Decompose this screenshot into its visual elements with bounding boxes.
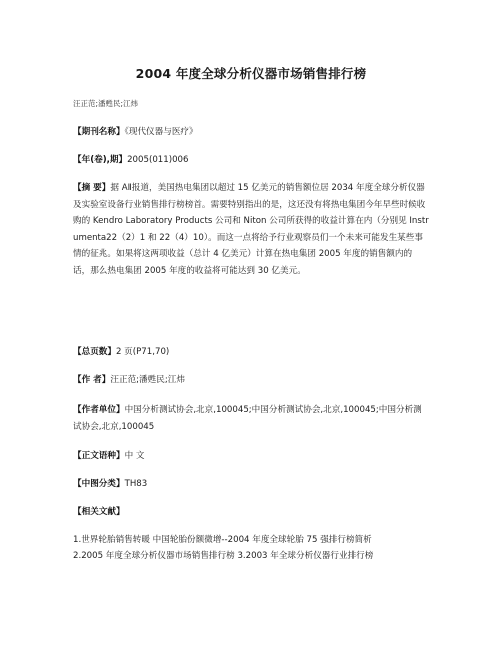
abstract-field — [73, 180, 429, 279]
authors-field — [73, 372, 429, 389]
abstract-label: 【摘 要】 — [73, 183, 111, 193]
related-line: 1.世界轮胎销售转暖 中国轮胎份额微增--2004 年度全球轮胎 75 强排行榜简析 — [73, 535, 372, 545]
classification-field — [73, 476, 429, 493]
pages-label: 【总页数】 — [73, 347, 116, 357]
affiliation-value: 中国分析测试协会,北京,100045;中国分析测试协会,北京,100045;中国分析测试协会,北京,100045 — [73, 405, 422, 432]
journal-value: 《现代仪器与医疗》 — [124, 127, 198, 137]
year-issue-label: 【年(卷),期】 — [73, 155, 128, 165]
related-line: 2.2005 年度全球分析仪器市场销售排行榜 3.2003 年全球分析仪器行业排行榜 — [73, 551, 374, 561]
abstract-value: 据 AⅡ报道，美国热电集团以超过 15 亿美元的销售额位居 2034 年度全球分析仪器及实验室设备行业销售排行榜榜首。需要特别指出的是，这还没有将热电集团今年早些时候收购的 Kendro Laboratory Products 公司和 Niton 公司所获得的收益计算在内（分别见 Instrumenta22（2）1 和 22（4）10）。而这一点将给予行业观察员们一个未来可能发生某些事情的征兆。如果将这两项收益（总计 4 亿美元）计算在热电集团 2005 年度的销售额内的话，那么热电集团 2005 年度的收益将可能达到 30 亿美元。 — [73, 183, 429, 276]
authors-label: 【作 者】 — [73, 375, 111, 385]
pages-value: 2 页(P71,70) — [115, 347, 170, 357]
year-issue-value: 2005(011)006 — [127, 155, 189, 165]
classification-value: TH83 — [124, 479, 148, 489]
author-byline: 汪正范;潘甦民;江炜 — [73, 99, 139, 108]
language-value: 中 文 — [124, 451, 145, 461]
journal-field — [73, 124, 429, 141]
language-label: 【正文语种】 — [73, 451, 125, 461]
affiliation-field — [73, 402, 429, 435]
affiliation-label: 【作者单位】 — [73, 405, 125, 415]
document-title: 2004 年度全球分析仪器市场销售排行榜 — [135, 66, 367, 81]
year-issue-field — [73, 152, 429, 169]
classification-label: 【中图分类】 — [73, 479, 125, 489]
language-field — [73, 448, 429, 465]
related-field — [73, 504, 429, 521]
pages-field — [73, 344, 429, 361]
authors-value: 汪正范;潘甦民;江炜 — [110, 375, 185, 385]
related-list — [73, 532, 433, 564]
related-label: 【相关文献】 — [73, 507, 125, 517]
journal-label: 【期刊名称】 — [73, 127, 125, 137]
